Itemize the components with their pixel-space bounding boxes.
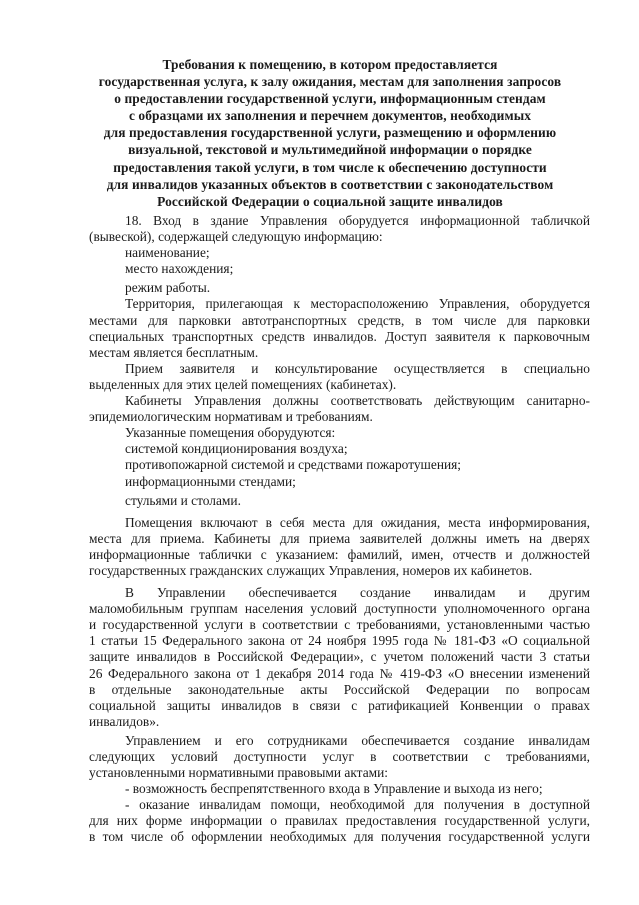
heading-line: визуальной, текстовой и мультимедийной информации о порядке [128, 142, 532, 158]
paragraph [89, 245, 590, 261]
heading-line: для предоставления государственной услуги, размещению и оформлению [103, 125, 557, 141]
text-line: Помещения включают в себя места для ожидания, места информирования, [125, 514, 590, 530]
text-line: и государственной услуги в соответствии с требованиями, установленными частью [89, 617, 590, 633]
document-heading [80, 56, 580, 210]
paragraph [89, 457, 590, 473]
text-line: Указанные помещения оборудуются: [125, 425, 336, 441]
heading-line: для инвалидов указанных объектов в соответствии с законодательством [106, 176, 554, 192]
text-line: Управлением и его сотрудниками обеспечивается создание инвалидам [125, 732, 590, 748]
text-line: системой кондиционирования воздуха; [125, 441, 348, 457]
heading-line: предоставления такой услуги, в том числе к обеспечению доступности [113, 159, 547, 175]
text-line: (вывеской), содержащей следующую информацию: [89, 229, 383, 245]
text-line: выделенных для этих целей помещениях (кабинетах). [89, 376, 397, 392]
text-line: эпидемиологическим нормативам и требованиям. [89, 409, 373, 425]
text-line: Кабинеты Управления должны соответствовать действующим санитарно- [125, 393, 590, 409]
text-line: информационные таблички с указанием: фамилий, имен, отчеств и должностей [89, 546, 590, 562]
text-line: 18. Вход в здание Управления оборудуется информационной табличкой [125, 213, 590, 228]
paragraph [89, 781, 590, 797]
paragraph [89, 280, 590, 296]
text-line: местами для парковки автотранспортных средств, в том числе для парковки [89, 312, 590, 328]
paragraph [89, 261, 590, 277]
heading-line: государственная услуга, к залу ожидания, местам для заполнения запросов [98, 74, 562, 90]
text-line: в том числе об оформлении необходимых для получения государственной услуги [89, 829, 590, 845]
heading-line: о предоставлении государственной услуги, информационным стендам [114, 91, 546, 107]
text-line: государственных гражданских служащих Управления, номеров их кабинетов. [89, 562, 533, 578]
text-line: установленными нормативными правовыми актами: [89, 765, 389, 781]
paragraph [89, 425, 590, 441]
text-line: специальных транспортных средств инвалидов. Доступ заявителя к парковочным [89, 328, 590, 344]
document-body [89, 213, 590, 846]
text-line: Прием заявителя и консультирование осуществляется в специально [125, 360, 590, 376]
text-line: противопожарной системой и средствами пожаротушения; [125, 457, 462, 473]
text-line: следующих условий доступности услуг в соответствии с требованиями, [89, 749, 590, 764]
text-line: маломобильным группам населения условий доступности уполномоченного органа [89, 601, 590, 617]
text-line: место нахождения; [125, 261, 234, 277]
paragraph [89, 213, 590, 245]
paragraph [89, 474, 590, 490]
text-line: защите инвалидов в Российской Федерации», с учетом положений части 3 статьи [89, 649, 590, 665]
paragraph [89, 515, 590, 579]
text-line: в отдельные законодательные акты Российской Федерации по вопросам [89, 681, 590, 697]
text-line: - возможность беспрепятственного входа в Управление и выхода из него; [125, 781, 543, 797]
text-line: режим работы. [125, 280, 211, 296]
heading-line: с образцами их заполнения и перечнем документов, необходимых [128, 108, 532, 124]
text-line: наименование; [125, 245, 210, 261]
heading-line: Требования к помещению, в котором предоставляется [162, 57, 498, 72]
text-line: инвалидов». [89, 713, 160, 729]
text-line: местам является бесплатным. [89, 344, 259, 360]
text-line: Территория, прилегающая к месторасположению Управления, оборудуется [125, 296, 590, 312]
text-line: стульями и столами. [125, 492, 241, 508]
text-line: места для приема. Кабинеты для приема заявителей должны иметь на дверях [89, 530, 590, 546]
heading-line: Российской Федерации о социальной защите инвалидов [157, 193, 503, 209]
paragraph [89, 296, 590, 360]
paragraph [89, 441, 590, 457]
text-line: 26 Федерального закона от 1 декабря 2014 года № 419-ФЗ «О внесении изменений [89, 665, 590, 681]
text-line: В Управлении обеспечивается создание инвалидам и другим [125, 585, 590, 601]
paragraph [89, 585, 590, 730]
paragraph [89, 393, 590, 425]
text-line: для них форме информации о правилах предоставления государственной услуги, [89, 813, 590, 829]
text-line: информационными стендами; [125, 473, 296, 489]
text-line: - оказание инвалидам помощи, необходимой для получения в доступной [125, 797, 590, 813]
paragraph [89, 361, 590, 393]
paragraph [89, 797, 590, 845]
text-line: 1 статьи 15 Федерального закона от 24 ноября 1995 года № 181-ФЗ «О социальной [89, 633, 590, 649]
text-line: социальной защиты инвалидов в связи с ратификацией Конвенции о правах [89, 697, 590, 713]
paragraph [89, 733, 590, 781]
paragraph [89, 493, 590, 509]
